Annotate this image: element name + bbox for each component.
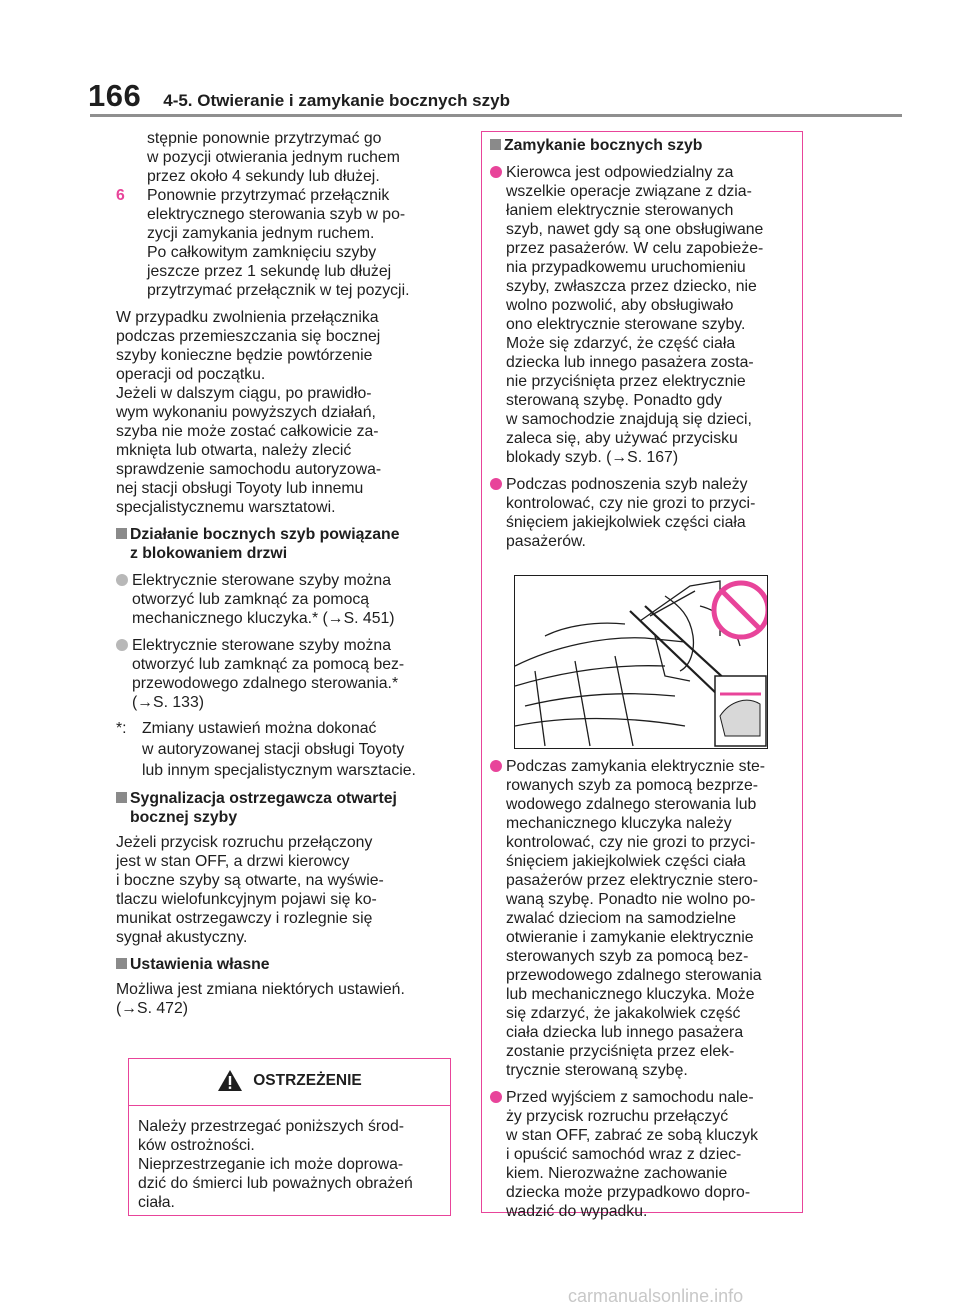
text-line: Podczas zamykania elektrycznie ste- (506, 758, 765, 775)
warning-text (138, 1117, 443, 1212)
bullet-text (132, 571, 458, 628)
text-line: Możliwa jest zmiana niektórych ustawień. (116, 981, 405, 998)
text-line: tlaczu wielofunkcyjnym pojawi się ko- (116, 891, 377, 908)
text-line: Podczas podnoszenia szyb należy (506, 476, 748, 493)
paragraph-warning-signal (116, 833, 458, 947)
round-bullet-icon (116, 574, 128, 586)
text-line: mknięta lub otwarta, należy zlecić (116, 442, 352, 459)
text-line: Może się zdarzyć, że część ciała (506, 335, 736, 352)
text-line: szyby, zwłaszcza przez dziecko, nie (506, 278, 757, 295)
text-line: specjalistycznemu warsztatowi. (116, 499, 336, 516)
text-line: ciała. (138, 1194, 175, 1211)
text-line: ono elektrycznie sterowane szyby. (506, 316, 746, 333)
square-bullet-icon (116, 958, 127, 969)
text-line: lub mechanicznego kluczyka. Może (506, 986, 755, 1003)
section-heading-text (504, 136, 798, 155)
step-6 (116, 186, 458, 300)
text-line: wodowego zdalnego sterowania lub (506, 796, 757, 813)
bullet-before-leaving (490, 1088, 798, 1221)
paragraph-custom-settings (116, 980, 458, 1018)
text-line: w samochodzie znajdują się dzieci, (506, 411, 752, 428)
text-line: szyby konieczne będzie powtórzenie (116, 347, 373, 364)
text-line: jeszcze przez 1 sekundę lub dłużej (147, 263, 392, 280)
text-line: dzić do śmierci lub poważnych obrażeń (138, 1175, 413, 1192)
warning-divider (129, 1105, 450, 1106)
right-column-box (481, 131, 803, 1220)
section-heading-closing-windows (490, 136, 798, 155)
text-line: przytrzymać przełącznik w tej pozycji. (147, 282, 410, 299)
text-line: w stan OFF, zabrać ze sobą kluczyk (506, 1127, 758, 1144)
text-line: w autoryzowanej stacji obsługi Toyoty (142, 741, 405, 758)
text-line: bocznej szyby (130, 809, 238, 826)
text-line: przewodowego zdalnego sterowania.* (132, 675, 399, 692)
text-line: się zdarzyć, że jakakolwiek część (506, 1005, 741, 1022)
text-line: otwieranie i zamykanie elektrycznie (506, 929, 754, 946)
section-heading-text (130, 789, 458, 827)
text-line: Sygnalizacja ostrzegawcza otwartej (130, 790, 397, 807)
text-line: nie przyciśnięta przez elektrycznie (506, 373, 746, 390)
text-line: waną szybę. Ponadto nie wolno po- (506, 891, 756, 908)
step-number: 6 (116, 187, 125, 204)
warning-triangle-icon (217, 1069, 243, 1092)
text-line: blokady szyb. (→S. 167) (506, 449, 679, 466)
text-line: Elektrycznie sterowane szyby można (132, 572, 391, 589)
text-line: Kierowca jest odpowiedzialny za (506, 164, 734, 181)
text-line: zwalać dzieciom na samodzielne (506, 910, 737, 927)
right-column-content (490, 134, 798, 1221)
text-line: dziecka może przypadkowo dopro- (506, 1184, 751, 1201)
text-line: Należy przestrzegać poniższych środ- (138, 1118, 405, 1135)
round-bullet-icon (116, 639, 128, 651)
section-heading-custom-settings (116, 955, 458, 974)
text-line: Nieprzestrzeganie ich może doprowa- (138, 1156, 404, 1173)
text-line: sprawdzenie samochodu autoryzowa- (116, 461, 382, 478)
text-line: podczas przemieszczania się bocznej (116, 328, 381, 345)
window-pinch-illustration (514, 575, 768, 749)
round-bullet-icon (490, 1091, 502, 1103)
text-line: mechanicznego kluczyka.* (→S. 451) (132, 610, 395, 627)
header-rule (90, 114, 902, 117)
text-line: elektrycznego sterowania szyb w po- (147, 206, 406, 223)
footnote-mark: *: (116, 720, 127, 737)
text-line: trycznie sterowaną szybę. (506, 1062, 688, 1079)
page-header (88, 78, 510, 114)
section-heading-text (130, 955, 458, 974)
text-line: operacji od początku. (116, 366, 266, 383)
text-line: kontrolować, czy nie grozi to przyci- (506, 834, 756, 851)
text-line: Zmiany ustawień można dokonać (142, 720, 377, 737)
text-line: wym wykonaniu powyższych działań, (116, 404, 376, 421)
text-line: ków ostrożności. (138, 1137, 255, 1154)
text-line: szyb, nawet gdy są one obsługiwane (506, 221, 764, 238)
text-line: wszelkie operacje związane z dzia- (506, 183, 752, 200)
text-line: rowanych szyb za pomocą bezprze- (506, 777, 758, 794)
text-line: Ponownie przytrzymać przełącznik (147, 187, 390, 204)
paragraph-restart (116, 308, 458, 517)
chapter-title: 4-5. Otwieranie i zamykanie bocznych szyb (163, 91, 510, 110)
text-line: stępnie ponownie przytrzymać go (147, 130, 382, 147)
footnote (116, 718, 458, 781)
text-line: śnięciem jakiejkolwiek części ciała (506, 514, 746, 531)
section-heading-door-lock (116, 525, 458, 563)
text-line: Zamykanie bocznych szyb (504, 137, 703, 154)
text-line: przez pasażerów. W celu zapobieże- (506, 240, 764, 257)
text-line: szyba nie może zostać całkowicie za- (116, 423, 379, 440)
text-line: zaleca się, aby używać przycisku (506, 430, 738, 447)
text-line: jest w stan OFF, a drzwi kierowcy (116, 853, 350, 870)
warning-header (129, 1059, 450, 1102)
text-line: zostanie przyciśnięta przez elek- (506, 1043, 735, 1060)
text-line: pasażerów. (506, 533, 586, 550)
bullet-text (506, 1088, 798, 1221)
text-line: i boczne szyby są otwarte, na wyświe- (116, 872, 384, 889)
bullet-text (132, 636, 458, 712)
section-heading-text (130, 525, 458, 563)
warning-box (128, 1058, 451, 1216)
text-line: Przed wyjściem z samochodu nale- (506, 1089, 754, 1106)
text-line: lub innym specjalistycznym warsztacie. (142, 762, 416, 779)
text-line: mechanicznego kluczyka należy (506, 815, 732, 832)
text-line: Działanie bocznych szyb powiązane (130, 526, 400, 543)
bullet-check-when-closing-remote (490, 757, 798, 1080)
round-bullet-icon (490, 760, 502, 772)
bullet-driver-responsible (490, 163, 798, 467)
text-line: munikat ostrzegawczy i rozlegnie się (116, 910, 373, 927)
bullet-text (506, 163, 798, 467)
text-line: ciała dziecka lub innego pasażera (506, 1024, 744, 1041)
text-line: przez około 4 sekundy lub dłużej. (147, 168, 380, 185)
text-line: kiem. Nierozważne zachowanie (506, 1165, 728, 1182)
text-line: nej stacji obsługi Toyoty lub innemu (116, 480, 364, 497)
text-line: sygnał akustyczny. (116, 929, 248, 946)
bullet-check-when-raising (490, 475, 798, 551)
footnote-text (142, 718, 458, 781)
square-bullet-icon (116, 792, 127, 803)
text-line: łaniem elektrycznie sterowanych (506, 202, 734, 219)
text-line: ży przycisk rozruchu przełączyć (506, 1108, 729, 1125)
text-line: z blokowaniem drzwi (130, 545, 288, 562)
text-line: otworzyć lub zamknąć za pomocą bez- (132, 656, 405, 673)
text-line: W przypadku zwolnienia przełącznika (116, 309, 379, 326)
text-line: Elektrycznie sterowane szyby można (132, 637, 391, 654)
text-line: sterowanych szyb za pomocą bez- (506, 948, 749, 965)
bullet-text (506, 757, 798, 1080)
text-line: Ustawienia własne (130, 956, 270, 973)
text-line: otworzyć lub zamknąć za pomocą (132, 591, 370, 608)
text-line: śnięciem jakiejkolwiek części ciała (506, 853, 746, 870)
text-line: w pozycji otwierania jednym ruchem (147, 149, 400, 166)
text-line: zycji zamykania jednym ruchem. (147, 225, 375, 242)
text-line: (→S. 133) (132, 694, 204, 711)
watermark: carmanualsonline.info (568, 1286, 744, 1306)
square-bullet-icon (116, 528, 127, 539)
step-5-continued (116, 129, 458, 186)
text-line: wolno pozwolić, aby obsługiwało (506, 297, 734, 314)
text-line: Po całkowitym zamknięciu szyby (147, 244, 377, 261)
section-heading-open-window-warning (116, 789, 458, 827)
square-bullet-icon (490, 139, 501, 150)
round-bullet-icon (490, 166, 502, 178)
text-line: sterowaną szybę. Ponadto gdy (506, 392, 723, 409)
text-line: Jeżeli w dalszym ciągu, po prawidło- (116, 385, 372, 402)
text-line: nia przypadkowemu uruchomieniu (506, 259, 746, 276)
text-line: kontrolować, czy nie grozi to przyci- (506, 495, 756, 512)
round-bullet-icon (490, 478, 502, 490)
text-line: pasażerów przez elektrycznie stero- (506, 872, 758, 889)
text-line: wadzić do wypadku. (506, 1203, 648, 1220)
bullet-remote (116, 636, 458, 712)
text-line: przewodowego zdalnego sterowania (506, 967, 762, 984)
step-6-text (147, 186, 458, 300)
text-line: dziecka lub innego pasażera zosta- (506, 354, 754, 371)
car-interior-drawing-icon (515, 576, 767, 748)
text-line: (→S. 472) (116, 1000, 188, 1017)
bullet-mechanical-key (116, 571, 458, 628)
bullet-text (506, 475, 798, 551)
left-column (116, 129, 458, 1018)
text-line: i opuścić samochód wraz z dziec- (506, 1146, 742, 1163)
warning-title: OSTRZEŻENIE (253, 1071, 362, 1089)
text-line: Jeżeli przycisk rozruchu przełączony (116, 834, 373, 851)
page-number: 166 (88, 78, 142, 113)
